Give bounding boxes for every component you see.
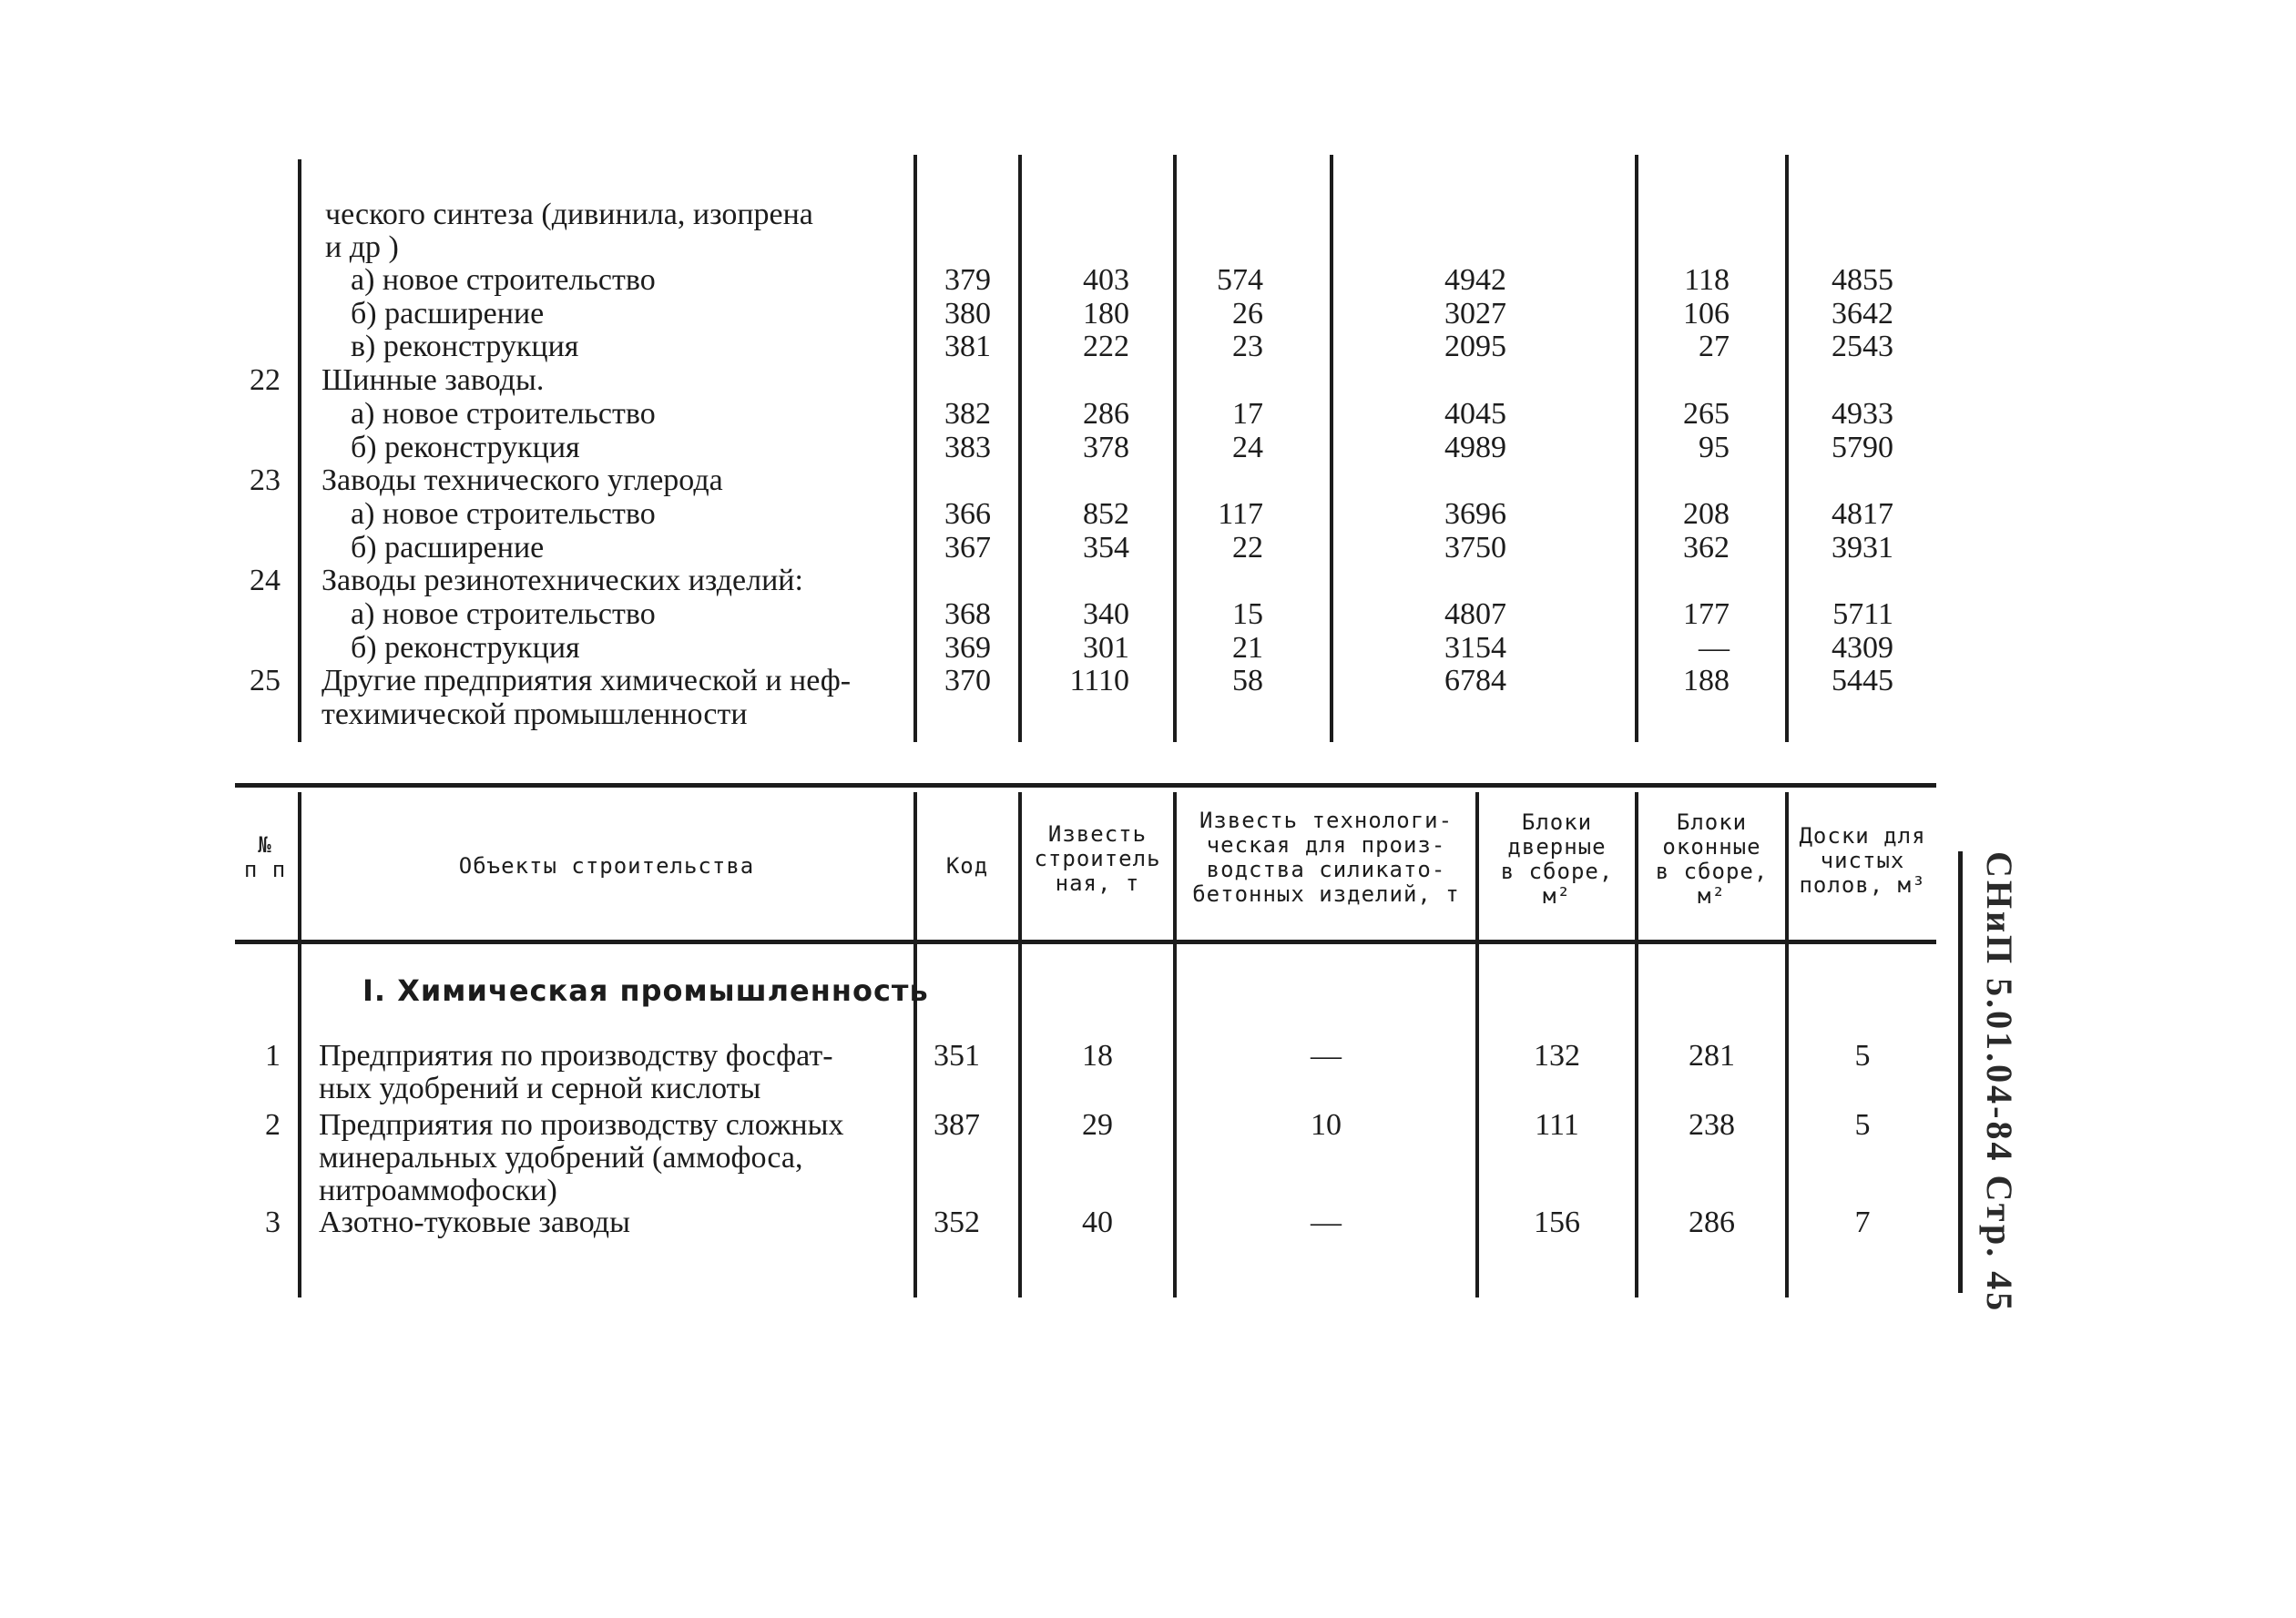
upper-door-blocks-cell: 6784 [1444,664,1506,697]
upper-door-blocks-cell: 4807 [1444,597,1506,631]
upper-window-blocks-cell: 265 [1683,397,1730,431]
upper-row-number: 22 [250,363,281,397]
upper-code-cell: 380 [944,297,991,331]
upper-window-blocks-cell: — [1699,631,1730,665]
upper-lime-build-cell: 222 [1083,330,1129,363]
upper-row-name: Заводы технического углерода [321,463,723,497]
header-objects: Объекты строительства [458,853,755,879]
upper-intro-line-1: ческого синтеза (дивинила, изопрена [325,198,813,231]
upper-row-name: б) расширение [351,531,545,565]
lower-row-name-line: нитроаммофоски) [319,1174,557,1207]
side-running-head: СНиП 5.01.04-84 Стр. 45 [1979,851,2020,1314]
header-bottom-rule [235,940,1936,944]
upper-code-cell: 379 [944,263,991,297]
upper-code-cell: 383 [944,431,991,464]
upper-boards-cell: 3931 [1832,531,1893,565]
upper-row-name: техимической промышленности [321,697,748,731]
upper-boards-cell: 3642 [1832,297,1893,331]
lower-boards-cell: 5 [1854,1108,1871,1142]
lower-lime-tech-cell: — [1311,1039,1342,1073]
lower-lime-build-cell: 29 [1082,1108,1113,1142]
side-rule [1958,851,1963,1293]
upper-row-name: а) новое строительство [351,397,656,431]
lower-row-number: 2 [265,1108,281,1142]
header-code: Код [945,853,989,879]
upper-door-blocks-cell: 3696 [1444,497,1506,531]
upper-boards-cell: 4309 [1832,631,1893,665]
upper-lime-build-cell: 180 [1083,297,1129,331]
lower-row-name-line: ных удобрений и серной кислоты [319,1072,761,1105]
header-lime-tech: Известь технологи- ческая для произ- водства силикато- бетонных изделий, т [1192,808,1460,907]
upper-row-name: а) новое строительство [351,497,656,531]
lower-boards-cell: 5 [1854,1039,1871,1073]
lower-door-blocks-cell: 156 [1534,1206,1580,1239]
upper-rule-2 [913,155,917,742]
upper-window-blocks-cell: 118 [1684,263,1730,297]
header-door-blocks: Блоки дверные в сборе, м² [1500,809,1614,909]
upper-code-cell: 367 [944,531,991,565]
upper-window-blocks-cell: 95 [1699,431,1730,464]
upper-lime-tech-cell: 24 [1232,431,1263,464]
upper-lime-tech-cell: 15 [1232,597,1263,631]
upper-row-name: б) реконструкция [351,631,580,665]
upper-lime-tech-cell: 58 [1232,664,1263,697]
upper-lime-build-cell: 852 [1083,497,1129,531]
lower-row-number: 3 [265,1206,281,1239]
upper-door-blocks-cell: 4942 [1444,263,1506,297]
upper-lime-build-cell: 354 [1083,531,1129,565]
lower-lime-tech-cell: 10 [1311,1108,1342,1142]
header-window-blocks: Блоки оконные в сборе, м² [1655,809,1769,909]
upper-lime-build-cell: 301 [1083,631,1129,665]
upper-lime-build-cell: 378 [1083,431,1129,464]
lower-door-blocks-cell: 132 [1534,1039,1580,1073]
lower-code-cell: 351 [934,1039,980,1073]
upper-lime-tech-cell: 26 [1232,297,1263,331]
upper-window-blocks-cell: 208 [1683,497,1730,531]
upper-boards-cell: 4817 [1832,497,1893,531]
upper-intro-line-2: и др ) [325,230,399,264]
upper-row-number: 25 [250,664,281,697]
lower-lime-build-cell: 40 [1082,1206,1113,1239]
lower-door-blocks-cell: 111 [1535,1108,1579,1142]
upper-lime-build-cell: 340 [1083,597,1129,631]
lower-lime-build-cell: 18 [1082,1039,1113,1073]
header-num: № п п [243,832,287,882]
upper-row-name: Другие предприятия химической и неф- [321,664,852,697]
upper-door-blocks-cell: 4045 [1444,397,1506,431]
upper-row-name: б) реконструкция [351,431,580,464]
lower-window-blocks-cell: 286 [1689,1206,1735,1239]
upper-code-cell: 369 [944,631,991,665]
upper-lime-tech-cell: 574 [1217,263,1263,297]
lower-row-name-line: Азотно-туковые заводы [319,1206,630,1239]
upper-boards-cell: 4933 [1832,397,1893,431]
upper-door-blocks-cell: 3154 [1444,631,1506,665]
upper-row-name: Шинные заводы. [321,363,545,397]
upper-row-name: а) новое строительство [351,263,656,297]
upper-boards-cell: 4855 [1832,263,1893,297]
upper-lime-build-cell: 403 [1083,263,1129,297]
upper-door-blocks-cell: 4989 [1444,431,1506,464]
upper-window-blocks-cell: 188 [1683,664,1730,697]
upper-boards-cell: 5790 [1832,431,1893,464]
lower-row-name-line: Предприятия по производству сложных [319,1108,844,1142]
upper-door-blocks-cell: 3750 [1444,531,1506,565]
header-boards: Доски для чистых полов, м³ [1799,823,1926,898]
upper-row-name: б) расширение [351,297,545,331]
upper-lime-tech-cell: 23 [1232,330,1263,363]
upper-row-name: а) новое строительство [351,597,656,631]
header-top-rule [235,783,1936,788]
upper-code-cell: 370 [944,664,991,697]
section-title: I. Химическая промышленность [362,973,929,1008]
upper-window-blocks-cell: 27 [1699,330,1730,363]
lower-window-blocks-cell: 238 [1689,1108,1735,1142]
upper-window-blocks-cell: 106 [1683,297,1730,331]
upper-window-blocks-cell: 177 [1683,597,1730,631]
upper-lime-tech-cell: 17 [1232,397,1263,431]
lower-lime-tech-cell: — [1311,1206,1342,1239]
upper-door-blocks-cell: 2095 [1444,330,1506,363]
upper-boards-cell: 5711 [1832,597,1893,631]
upper-row-number: 23 [250,463,281,497]
lower-code-cell: 352 [934,1206,980,1239]
upper-boards-cell: 2543 [1832,330,1893,363]
upper-window-blocks-cell: 362 [1683,531,1730,565]
upper-boards-cell: 5445 [1832,664,1893,697]
upper-row-name: в) реконструкция [351,330,579,363]
upper-lime-tech-cell: 22 [1232,531,1263,565]
upper-code-cell: 368 [944,597,991,631]
lower-row-name-line: минеральных удобрений (аммофоса, [319,1141,803,1175]
lower-boards-cell: 7 [1854,1206,1871,1239]
lower-row-number: 1 [265,1039,281,1073]
header-lime-build: Известь строитель ная, т [1034,821,1161,896]
upper-code-cell: 381 [944,330,991,363]
upper-lime-tech-cell: 21 [1232,631,1263,665]
lower-window-blocks-cell: 281 [1689,1039,1735,1073]
upper-rule-1 [298,159,301,742]
upper-lime-build-cell: 286 [1083,397,1129,431]
lower-row-name-line: Предприятия по производству фосфат- [319,1039,833,1073]
lower-code-cell: 387 [934,1108,980,1142]
upper-row-name: Заводы резинотехнических изделий: [321,564,803,597]
upper-code-cell: 366 [944,497,991,531]
upper-code-cell: 382 [944,397,991,431]
upper-lime-tech-cell: 117 [1218,497,1263,531]
upper-lime-build-cell: 1110 [1069,664,1129,697]
upper-door-blocks-cell: 3027 [1444,297,1506,331]
upper-row-number: 24 [250,564,281,597]
